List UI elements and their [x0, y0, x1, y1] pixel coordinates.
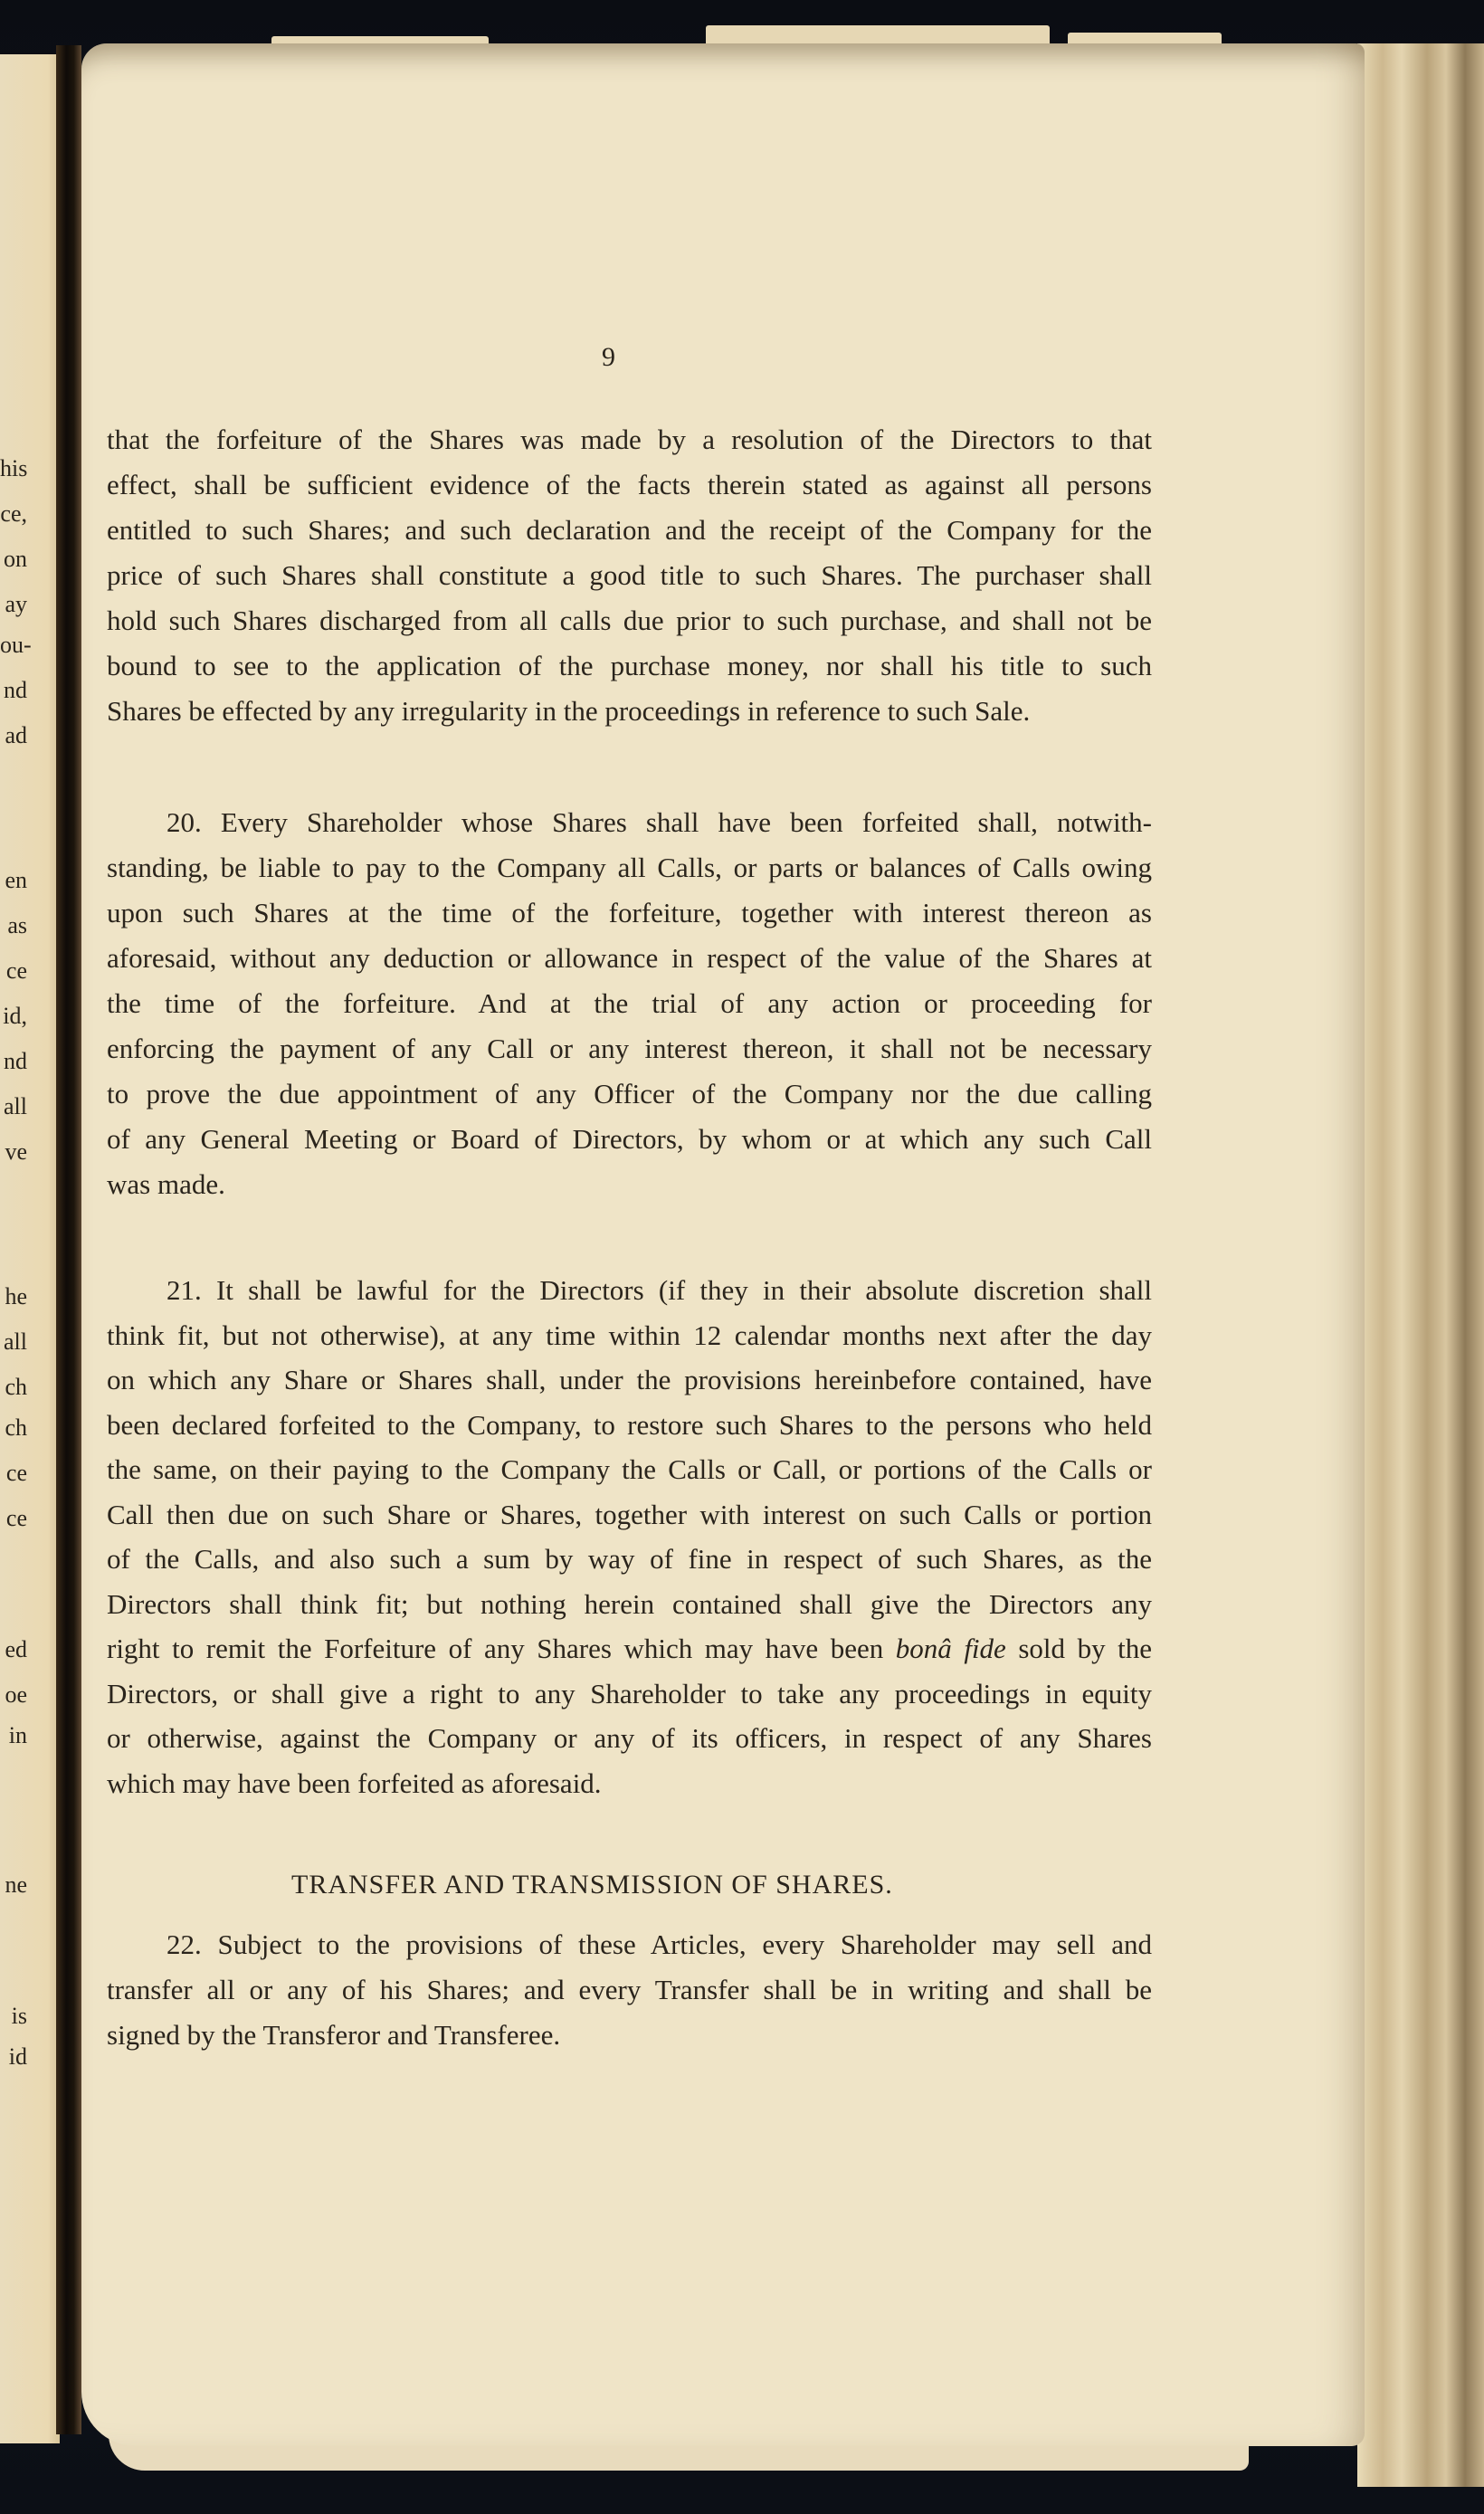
- text-line: price of such Shares shall constitute a good title to such Shares. The purchaser shall: [107, 559, 1152, 591]
- text-line: 22. Subject to the provisions of these Articles, every Shareholder may sell and: [166, 1928, 1152, 1960]
- text-line: standing, be liable to pay to the Company all Calls, or parts or balances of Calls owing: [107, 852, 1152, 883]
- book-gutter: [56, 45, 81, 2434]
- facing-page-fragment: he: [5, 1283, 27, 1309]
- text-line: Directors, or shall give a right to any Shareholder to take any proceedings in equity: [107, 1677, 1152, 1709]
- facing-page-fragment: nd: [4, 677, 27, 703]
- document-page: [81, 43, 1365, 2446]
- text-line: to prove the due appointment of any Officer of the Company nor the due calling: [107, 1078, 1152, 1109]
- text-run: sold by the: [1005, 1633, 1152, 1664]
- facing-page-fragment: ne: [5, 1871, 27, 1898]
- facing-page-fragment: en: [5, 867, 27, 893]
- text-line: think fit, but not otherwise), at any time within 12 calendar months next after the day: [107, 1319, 1152, 1351]
- text-line: signed by the Transferor and Transferee.: [107, 2019, 561, 2051]
- text-line: Directors shall think fit; but nothing herein contained shall give the Directors any: [107, 1587, 1152, 1620]
- facing-page-fragment: as: [7, 912, 27, 938]
- text-line: which may have been forfeited as aforesaid.: [107, 1766, 602, 1799]
- text-line: enforcing the payment of any Call or any interest thereon, it shall not be necessary: [107, 1033, 1152, 1064]
- text-line: 21. It shall be lawful for the Directors (if they in their absolute discretion shall: [166, 1274, 1152, 1306]
- page-number: 9: [602, 342, 615, 372]
- facing-page-fragment: ed: [5, 1636, 27, 1662]
- text-line: Shares be effected by any irregularity in the proceedings in reference to such Sale.: [107, 695, 1031, 727]
- facing-page-fragment: ou-: [0, 632, 32, 658]
- text-line: of any General Meeting or Board of Directors, by whom or at which any such Call: [107, 1123, 1152, 1155]
- text-line: aforesaid, without any deduction or allowance in respect of the value of the Shares at: [107, 942, 1152, 974]
- facing-page-fragment: ce: [5, 1460, 27, 1486]
- text-run: right to remit the Forfeiture of any Shares which may have been: [107, 1633, 896, 1664]
- text-line: hold such Shares discharged from all calls due prior to such purchase, and shall not be: [107, 605, 1152, 636]
- facing-page-fragment: ad: [5, 722, 27, 748]
- facing-page-fragment: id,: [3, 1003, 27, 1029]
- page-stack-edge: [1357, 43, 1484, 2487]
- text-line: [107, 1634, 1152, 1662]
- facing-page-fragment: his: [0, 455, 28, 481]
- text-line: been declared forfeited to the Company, to restore such Shares to the persons who held: [107, 1408, 1152, 1441]
- italic-latin-phrase: bonâ fide: [895, 1633, 1006, 1664]
- text-line: on which any Share or Shares shall, under the provisions hereinbefore contained, have: [107, 1364, 1152, 1395]
- text-line: transfer all or any of his Shares; and every Transfer shall be in writing and shall be: [107, 1974, 1152, 2005]
- facing-page-fragment: id: [8, 2043, 27, 2070]
- facing-page-fragment: all: [4, 1328, 27, 1355]
- text-line: the time of the forfeiture. And at the trial of any action or proceeding for: [107, 987, 1152, 1019]
- section-heading: TRANSFER AND TRANSMISSION OF SHARES.: [291, 1870, 893, 1900]
- facing-page-fragment: all: [4, 1093, 27, 1119]
- facing-page-fragment: ce: [5, 957, 27, 984]
- facing-page-fragment: on: [4, 546, 27, 572]
- text-line: effect, shall be sufficient evidence of the facts therein stated as against all persons: [107, 469, 1152, 500]
- text-line: entitled to such Shares; and such declaration and the receipt of the Company for the: [107, 514, 1152, 546]
- facing-page-fragment: oe: [5, 1681, 27, 1708]
- facing-page-fragment: ce: [5, 1505, 27, 1531]
- facing-page-fragment: nd: [4, 1048, 27, 1074]
- facing-page-edge: [0, 54, 60, 2443]
- text-line: of the Calls, and also such a sum by way of fine in respect of such Shares, as the: [107, 1543, 1152, 1575]
- text-line: or otherwise, against the Company or any of its officers, in respect of any Shares: [107, 1722, 1152, 1754]
- text-line: upon such Shares at the time of the forfeiture, together with interest thereon as: [107, 897, 1152, 928]
- facing-page-fragment: ch: [5, 1414, 27, 1441]
- facing-page-fragment: ay: [5, 591, 27, 617]
- text-line: 20. Every Shareholder whose Shares shall have been forfeited shall, notwith-: [166, 806, 1152, 838]
- text-line: was made.: [107, 1168, 225, 1200]
- text-line: that the forfeiture of the Shares was made by a resolution of the Directors to that: [107, 424, 1152, 455]
- text-line: the same, on their paying to the Company the Calls or Call, or portions of the Calls or: [107, 1453, 1152, 1485]
- text-line: Call then due on such Share or Shares, together with interest on such Calls or portion: [107, 1498, 1152, 1530]
- facing-page-fragment: ch: [5, 1374, 27, 1400]
- facing-page-fragment: ce,: [0, 500, 27, 527]
- facing-page-fragment: is: [11, 2003, 27, 2029]
- facing-page-fragment: ve: [5, 1138, 27, 1165]
- text-line: bound to see to the application of the purchase money, nor shall his title to such: [107, 650, 1152, 681]
- facing-page-fragment: in: [8, 1722, 27, 1748]
